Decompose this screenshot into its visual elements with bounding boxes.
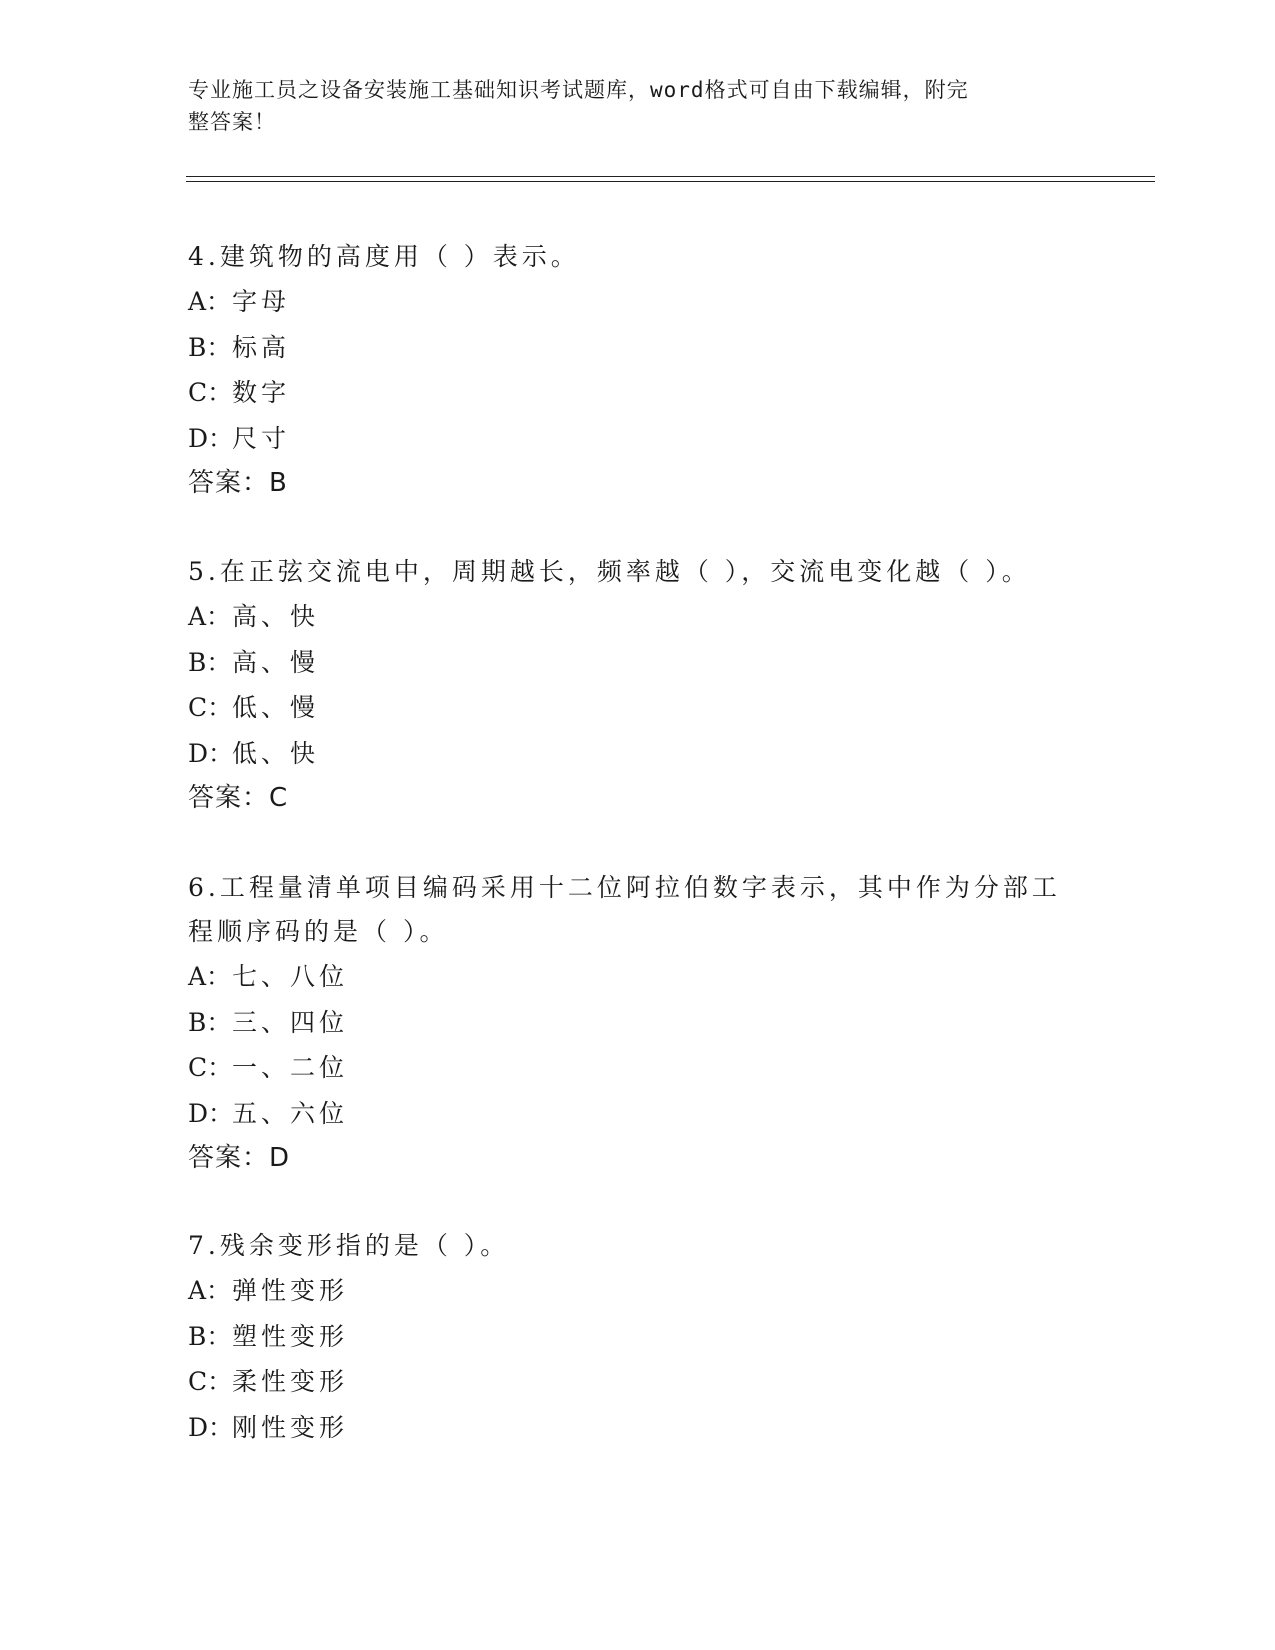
option-letter: B：: [188, 1321, 232, 1351]
option-letter: D：: [188, 1412, 234, 1442]
option-a: [188, 954, 1068, 1000]
header-divider-bottom: [186, 181, 1155, 182]
option-text: 七、八位: [232, 962, 349, 991]
option-d: [188, 416, 1068, 462]
option-letter: B：: [188, 332, 232, 362]
option-letter: C：: [188, 1053, 233, 1083]
option-text: 低、慢: [232, 693, 320, 723]
option-d: [188, 1091, 1068, 1137]
question-7: [188, 1224, 1068, 1450]
option-text: 尺寸: [232, 423, 291, 453]
option-letter: A：: [188, 962, 232, 991]
document-header: 专业施工员之设备安装施工基础知识考试题库，word格式可自由下载编辑，附完 整答案！: [188, 78, 969, 134]
option-b: [188, 1000, 1068, 1046]
option-a: [188, 279, 1068, 325]
answer-line: 答案：D: [188, 1143, 291, 1174]
option-letter: B：: [188, 647, 232, 677]
option-letter: A：: [188, 287, 232, 316]
question-4: [188, 235, 1068, 506]
option-a: [188, 1268, 1068, 1314]
option-letter: A：: [188, 1276, 232, 1305]
option-letter: A：: [188, 602, 232, 631]
option-text: 低、快: [232, 738, 320, 768]
option-text: 刚性变形: [232, 1412, 349, 1442]
option-b: [188, 1314, 1068, 1360]
option-letter: D：: [188, 1098, 234, 1128]
question-stem: 6.工程量清单项目编码采用十二位阿拉伯数字表示，其中作为分部工程顺序码的是（ ）。: [188, 873, 1061, 946]
question-6: [188, 866, 1068, 1181]
option-text: 高、快: [232, 602, 320, 631]
header-divider-top: [186, 176, 1155, 177]
option-letter: C：: [188, 1367, 233, 1397]
option-c: [188, 1359, 1068, 1405]
option-letter: D：: [188, 423, 234, 453]
option-text: 柔性变形: [232, 1367, 349, 1397]
option-text: 一、二位: [232, 1053, 349, 1083]
option-text: 弹性变形: [232, 1276, 349, 1305]
option-text: 三、四位: [232, 1007, 349, 1037]
option-text: 五、六位: [232, 1098, 349, 1128]
option-text: 高、慢: [232, 647, 320, 677]
option-letter: C：: [188, 693, 233, 723]
question-stem: 7.残余变形指的是（ ）。: [188, 1231, 510, 1260]
option-text: 字母: [232, 287, 291, 316]
option-letter: B：: [188, 1007, 232, 1037]
option-c: [188, 1045, 1068, 1091]
option-letter: D：: [188, 738, 234, 768]
question-stem: 4.建筑物的高度用（ ）表示。: [188, 242, 580, 271]
question-stem: 5.在正弦交流电中，周期越长，频率越（ ），交流电变化越（ ）。: [188, 557, 1031, 586]
answer-line: 答案：B: [188, 468, 288, 499]
option-text: 塑性变形: [232, 1321, 349, 1351]
question-5: [188, 550, 1068, 821]
option-c: [188, 685, 1068, 731]
answer-line: 答案：C: [188, 783, 289, 814]
option-text: 标高: [232, 332, 291, 362]
option-text: 数字: [232, 378, 291, 408]
option-c: [188, 370, 1068, 416]
option-letter: C：: [188, 378, 233, 408]
option-d: [188, 731, 1068, 777]
option-b: [188, 640, 1068, 686]
option-a: [188, 594, 1068, 640]
option-d: [188, 1405, 1068, 1451]
option-b: [188, 325, 1068, 371]
